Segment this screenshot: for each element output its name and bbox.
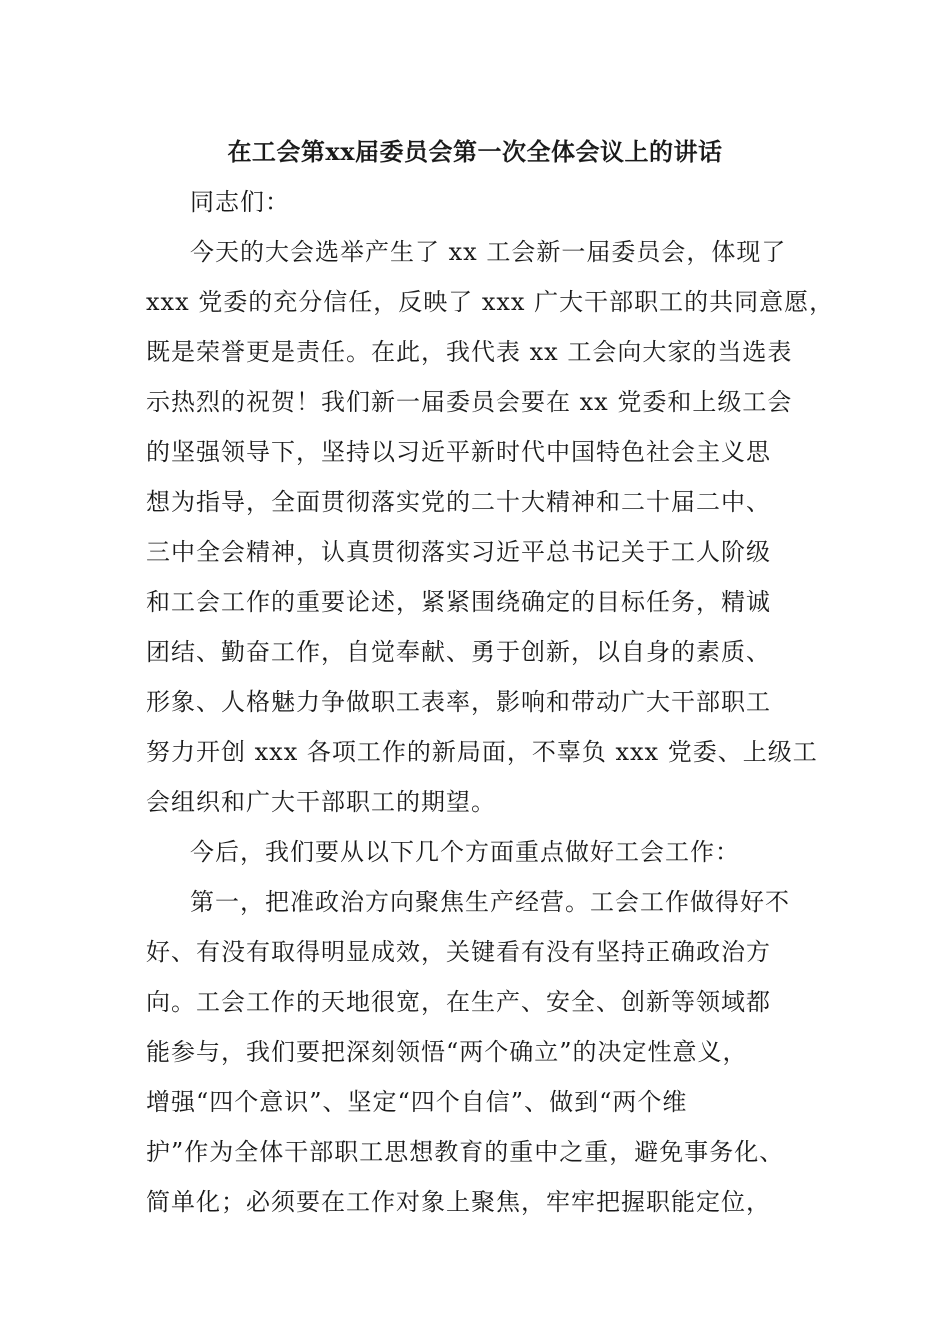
- text-line: xxx 党委的充分信任，反映了 xxx 广大干部职工的共同意愿，: [146, 288, 835, 316]
- text-line: 简单化；必须要在工作对象上聚焦，牢牢把握职能定位，: [146, 1188, 771, 1216]
- text-line: 三中全会精神，认真贯彻落实习近平总书记关于工人阶级: [146, 538, 771, 566]
- text-line: 示热烈的祝贺！我们新一届委员会要在 xx 党委和上级工会: [146, 388, 793, 416]
- text-line: 向。工会工作的天地很宽，在生产、安全、创新等领域都: [146, 988, 771, 1016]
- text-line-salutation: 同志们：: [190, 188, 290, 216]
- text-line: 既是荣誉更是责任。在此，我代表 xx 工会向大家的当选表: [146, 338, 793, 366]
- text-line: 好、有没有取得明显成效，关键看有没有坚持正确政治方: [146, 938, 771, 966]
- document-title: 在工会第xx届委员会第一次全体会议上的讲话: [227, 137, 723, 166]
- text-line: 的坚强领导下，坚持以习近平新时代中国特色社会主义思: [146, 438, 771, 466]
- text-line: 和工会工作的重要论述，紧紧围绕确定的目标任务，精诚: [146, 588, 771, 616]
- text-line: 想为指导，全面贯彻落实党的二十大精神和二十届二中、: [146, 488, 771, 516]
- text-line: 能参与，我们要把深刻领悟“两个确立”的决定性意义，: [146, 1038, 748, 1066]
- text-line: 增强“四个意识”、坚定“四个自信”、做到“两个维: [146, 1088, 688, 1116]
- text-line: 努力开创 xxx 各项工作的新局面，不辜负 xxx 党委、上级工: [146, 738, 818, 766]
- text-line: 团结、勤奋工作，自觉奉献、勇于创新，以自身的素质、: [146, 638, 771, 666]
- text-line: 今天的大会选举产生了 xx 工会新一届委员会，体现了: [190, 238, 787, 266]
- text-line: 第一，把准政治方向聚焦生产经营。工会工作做得好不: [190, 888, 790, 916]
- text-line: 护”作为全体干部职工思想教育的重中之重，避免事务化、: [146, 1138, 785, 1166]
- text-line: 形象、人格魅力争做职工表率，影响和带动广大干部职工: [146, 688, 771, 716]
- text-line: 会组织和广大干部职工的期望。: [146, 788, 496, 816]
- text-line: 今后，我们要从以下几个方面重点做好工会工作：: [190, 838, 740, 866]
